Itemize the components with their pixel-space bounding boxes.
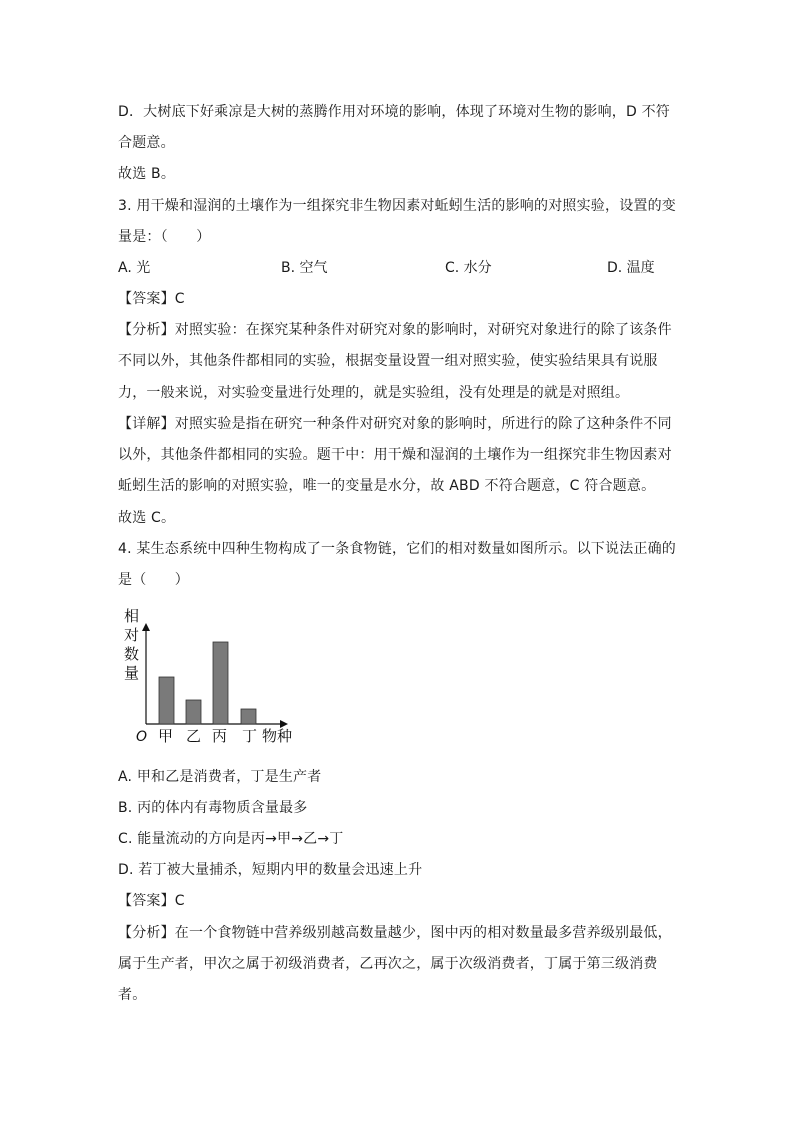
q3-option-d: D. 温度 xyxy=(607,260,655,276)
x-tick-label: 乙 xyxy=(186,727,202,745)
q3-detail-line3: 蚯蚓生活的影响的对照实验，唯一的变量是水分，故 ABD 不符合题意，C 符合题意。 xyxy=(118,478,656,494)
y-axis-label-char: 相 xyxy=(124,607,140,625)
q3-stem-line1: 3. 用干燥和湿润的土壤作为一组探究非生物因素对蚯蚓生活的影响的对照实验，设置的变 xyxy=(118,198,677,214)
q3-conclusion: 故选 C。 xyxy=(118,510,176,526)
q4-option-c: C. 能量流动的方向是丙→甲→乙→丁 xyxy=(118,831,344,847)
q3-option-a: A. 光 xyxy=(118,260,151,276)
bar-3 xyxy=(213,642,228,724)
x-axis-label: 物种 xyxy=(262,727,293,745)
q4-option-b: B. 丙的体内有毒物质含量最多 xyxy=(118,800,308,816)
q4-stem-line1: 4. 某生态系统中四种生物构成了一条食物链，它们的相对数量如图所示。以下说法正确的 xyxy=(118,541,677,557)
y-axis-label-char: 对 xyxy=(124,626,140,644)
q3-stem-line2: 量是：（ ） xyxy=(118,229,211,245)
q3-detail-line2: 以外，其他条件都相同的实验。题干中：用干燥和湿润的土壤作为一组探究非生物因素对 xyxy=(118,447,672,463)
q4-answer: 【答案】C xyxy=(118,893,185,909)
line-q2-option-d-cont: 合题意。 xyxy=(118,135,175,151)
q3-analysis-line3: 力，一般来说，对实验变量进行处理的，就是实验组，没有处理是的就是对照组。 xyxy=(118,385,630,401)
q4-option-a: A. 甲和乙是消费者，丁是生产者 xyxy=(118,769,322,785)
q4-analysis-line3: 者。 xyxy=(118,987,147,1003)
y-axis-label-char: 量 xyxy=(124,664,140,682)
q4-stem-line2: 是（ ） xyxy=(118,572,189,588)
q4-option-d: D. 若丁被大量捕杀，短期内甲的数量会迅速上升 xyxy=(118,862,423,878)
origin-label: O xyxy=(136,729,148,745)
x-tick-label: 丁 xyxy=(242,727,258,745)
y-axis-arrow xyxy=(142,623,150,631)
q4-analysis-line1: 【分析】在一个食物链中营养级别越高数量越少，图中丙的相对数量最多营养级别最低， xyxy=(118,925,672,941)
q3-analysis-line2: 不同以外，其他条件都相同的实验，根据变量设置一组对照实验，使实验结果具有说服 xyxy=(118,353,658,369)
x-tick-label: 丙 xyxy=(212,727,228,745)
bar-4 xyxy=(241,709,256,724)
q3-analysis-line1: 【分析】对照实验：在探究某种条件对研究对象的影响时，对研究对象进行的除了该条件 xyxy=(118,322,672,338)
relative-quantity-bar-chart xyxy=(118,605,318,747)
bar-2 xyxy=(186,700,201,724)
q3-detail-line1: 【详解】对照实验是指在研究一种条件对研究对象的影响时，所进行的除了这种条件不同 xyxy=(118,416,672,432)
q3-answer: 【答案】C xyxy=(118,291,185,307)
line-q2-option-d: D．大树底下好乘凉是大树的蒸腾作用对环境的影响，体现了环境对生物的影响，D 不符 xyxy=(118,104,671,120)
x-tick-label: 甲 xyxy=(158,727,174,745)
q3-option-c: C. 水分 xyxy=(445,260,492,276)
line-q2-conclusion: 故选 B。 xyxy=(118,166,176,182)
bar-1 xyxy=(159,677,174,724)
y-axis-label-char: 数 xyxy=(124,645,140,663)
q3-option-b: B. 空气 xyxy=(281,260,328,276)
q4-analysis-line2: 属于生产者，甲次之属于初级消费者，乙再次之，属于次级消费者，丁属于第三级消费 xyxy=(118,956,658,972)
